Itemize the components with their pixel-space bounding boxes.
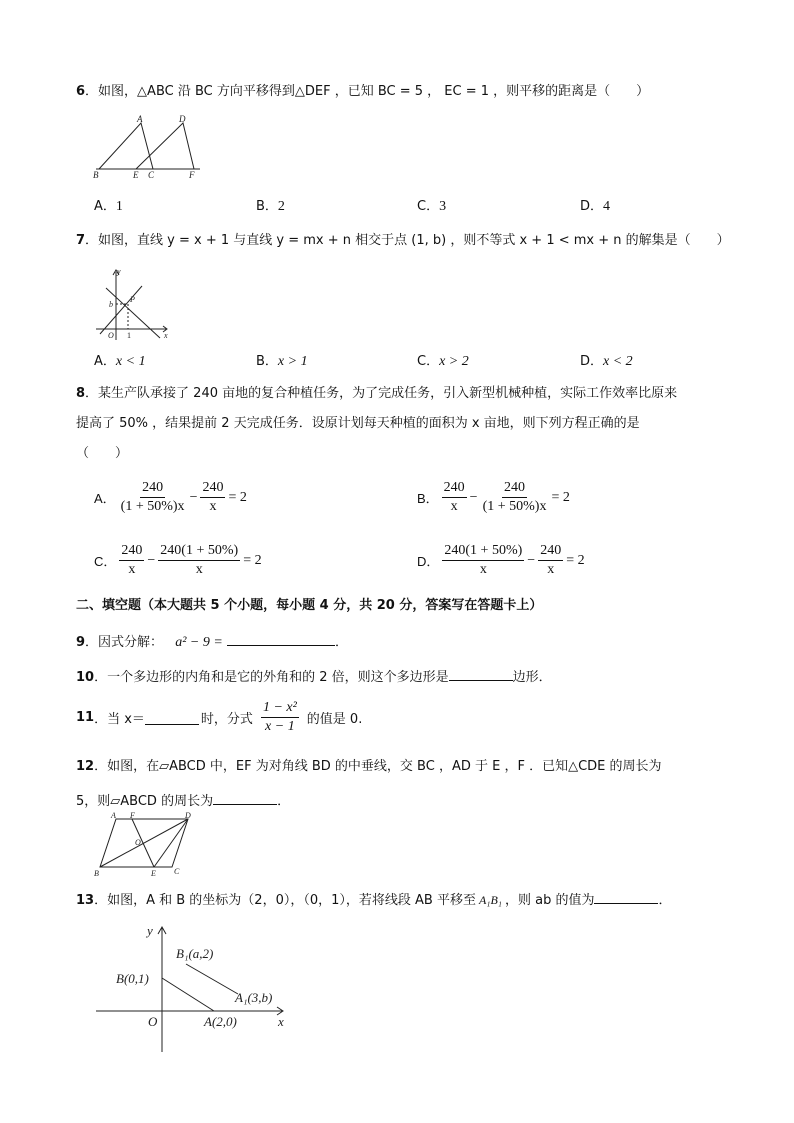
question-text: ．如图，直线 y = x + 1 与直线 y = mx + n 相交于点 (1, b) ，则不等式 x + 1 < mx + n 的解集是（ ） (85, 233, 730, 248)
q6-option-c: C．3 (417, 199, 447, 214)
question-9: 9．因式分解： a² − 9 = ． (76, 631, 348, 652)
answer-blank[interactable] (594, 889, 658, 904)
svg-text:x: x (278, 1014, 284, 1029)
svg-text:A: A (111, 811, 116, 820)
svg-text:A(2,0): A(2,0) (204, 1014, 237, 1029)
label-C: C (148, 170, 155, 178)
svg-text:B₁(a,2): B₁(a,2) (176, 946, 214, 961)
label-D: D (179, 114, 186, 124)
label-F: F (189, 170, 195, 178)
question-7: 7．如图，直线 y = x + 1 与直线 y = mx + n 相交于点 (1, b) ，则不等式 x + 1 < mx + n 的解集是（ ） (76, 233, 730, 248)
section-heading: 二、填空题（本大题共 5 个小题，每小题 4 分，共 20 分，答案写在答题卡上） (76, 598, 543, 613)
label-E: E (133, 170, 139, 178)
label-A: A (137, 114, 143, 124)
svg-text:D: D (185, 811, 191, 820)
question-13: 13．如图，A 和 B 的坐标为（2，0），（0，1），若将线段 AB 平移至 A₁B₁ ，则 ab 的值为 ． (76, 889, 671, 910)
question-10: 10．一个多边形的内角和是它的外角和的 2 倍，则这个多边形是 边形． (76, 666, 552, 687)
svg-text:x: x (164, 331, 168, 340)
answer-blank[interactable] (145, 710, 199, 725)
question-8-line3: （ ） (76, 446, 129, 461)
svg-text:y: y (117, 267, 121, 276)
q7-option-b: B．x > 1 (256, 354, 308, 369)
q8-option-d: D． $\frac{240(1 + 50\%)}{x}$ − $\frac{240}{x}$ = 2 (417, 543, 585, 577)
question-11: 11 ．当 x＝ 时，分式 $\frac{\text{1 − x²}}{x - 1}$ 的值是 0. (76, 700, 363, 734)
q7-option-a: A．x < 1 (94, 354, 146, 369)
answer-blank[interactable] (449, 666, 513, 681)
svg-text:O: O (135, 838, 141, 847)
q6-option-b: B．2 (256, 199, 285, 214)
svg-text:F: F (130, 811, 135, 820)
figure-parallelogram (92, 810, 196, 880)
q7-option-c: C．x > 2 (417, 354, 469, 369)
question-8-line2: 提高了 50% ，结果提前 2 天完成任务．设原计划每天种植的面积为 x 亩地，则下列方程正确的是 (76, 416, 640, 431)
answer-blank[interactable] (213, 790, 277, 805)
question-8-line1: 8．某生产队承接了 240 亩地的复合种植任务，为了完成任务，引入新型机械种植，实际工作效率比原来 (76, 386, 678, 401)
q7-option-d: D．x < 2 (580, 354, 633, 369)
question-6 (76, 83, 649, 101)
q8-option-b: B． $\frac{240}{x}$ − $\frac{240}{(1 + 50\%)x}$ = 2 (417, 480, 570, 514)
q8-option-c: C． $\frac{240}{x}$ − $\frac{240(1 + 50\%)}{x}$ = 2 (94, 543, 262, 577)
q6-option-a: A．1 (94, 199, 123, 214)
q6-option-d: D．4 (580, 199, 611, 214)
figure-line-intersection (92, 266, 172, 344)
svg-text:A₁(3,b): A₁(3,b) (235, 990, 273, 1005)
question-12-line1: 12．如图，在▱ABCD 中，EF 为对角线 BD 的中垂线，交 BC ，AD 于 E ，F ．已知△CDE 的周长为 (76, 759, 662, 774)
svg-text:O: O (108, 331, 114, 340)
svg-text:B(0,1): B(0,1) (116, 971, 149, 986)
svg-text:1: 1 (127, 331, 131, 340)
svg-text:y: y (147, 923, 153, 938)
question-text: ．如图，△ABC 沿 BC 方向平移得到△DEF ，已知 BC = 5 ， EC = 1 ，则平移的距离是（ ） (85, 84, 650, 99)
figure-triangle-translation (88, 112, 208, 178)
svg-text:C: C (174, 867, 180, 876)
svg-text:b: b (109, 300, 113, 309)
svg-text:E: E (151, 869, 156, 878)
svg-text:O: O (148, 1014, 158, 1029)
figure-segment-translation (92, 918, 302, 1058)
svg-text:B: B (94, 869, 99, 878)
question-12-line2: 5，则▱ABCD 的周长为 ． (76, 790, 290, 811)
question-number: 6 (76, 84, 86, 99)
q8-option-a: A． $\frac{240}{(1 + 50\%)x}$ − $\frac{240}{x}$ = 2 (94, 480, 247, 514)
svg-text:P: P (130, 295, 135, 304)
answer-blank[interactable] (227, 631, 335, 646)
label-B: B (93, 170, 99, 178)
